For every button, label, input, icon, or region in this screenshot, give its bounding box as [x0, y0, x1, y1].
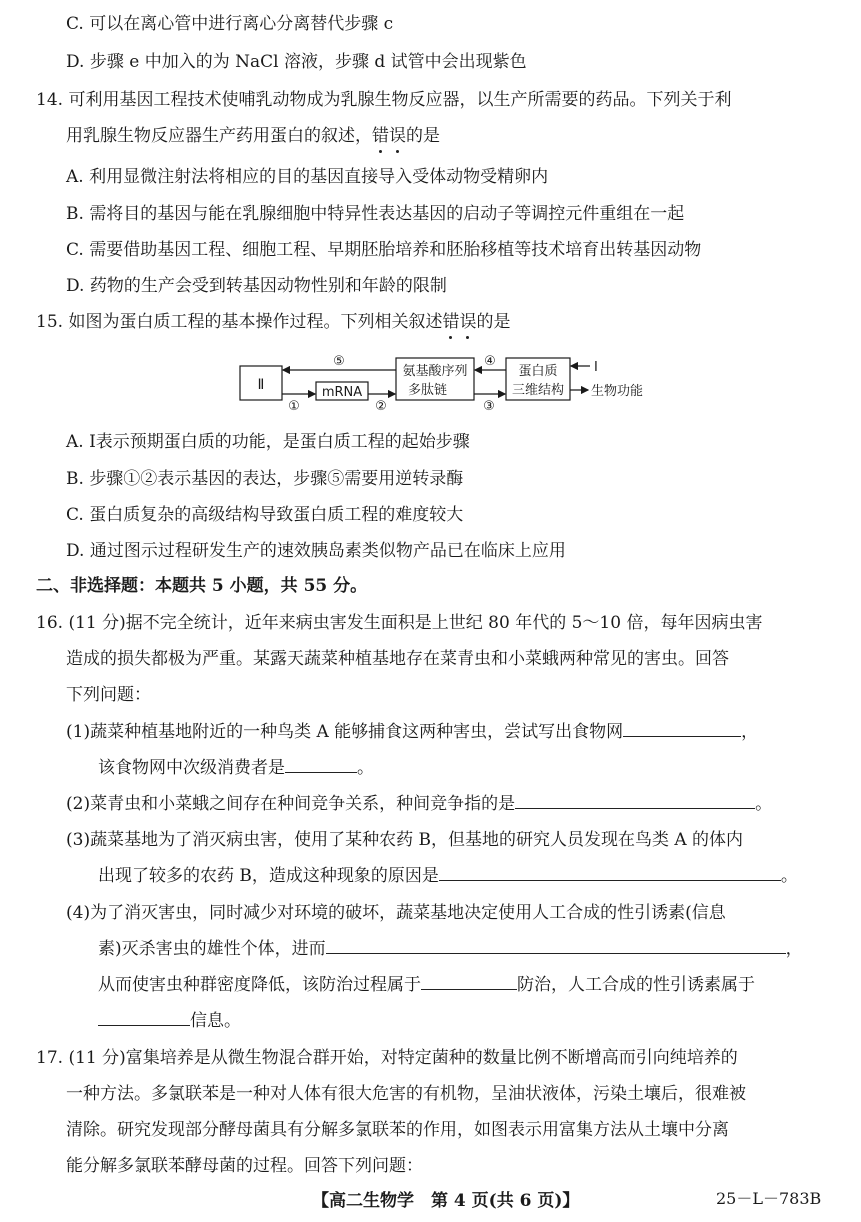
answer-blank[interactable]: [421, 973, 517, 990]
question-16-4-cont: 素)灭杀害虫的雄性个体，进而 ，: [98, 939, 803, 959]
option-14c: C. 需要借助基因工程、细胞工程、早期胚胎培养和胚胎移植等技术培育出转基因动物: [66, 240, 702, 260]
box-ii-label: Ⅱ: [257, 377, 265, 393]
label-i: I: [594, 360, 598, 375]
box-amino-acid-label-2: 多肽链: [408, 383, 448, 398]
question-15-stem: 15. 如图为蛋白质工程的基本操作过程。下列相关叙述错误的是: [36, 312, 511, 332]
question-17-stem-cont: 一种方法。多氯联苯是一种对人体有很大危害的有机物，呈油状液体，污染土壤后，很难被: [66, 1084, 746, 1104]
question-17-stem-cont3: 能分解多氯联苯酵母菌的过程。回答下列问题：: [66, 1156, 423, 1176]
question-16-3: (3)蔬菜基地为了消灭病虫害，使用了某种农药 B，但基地的研究人员发现在鸟类 A 的体内: [66, 830, 744, 850]
option-15a: A. Ⅰ表示预期蛋白质的功能，是蛋白质工程的起始步骤: [66, 432, 470, 452]
answer-blank[interactable]: [285, 756, 357, 773]
box-protein-label-1: 蛋白质: [518, 364, 558, 379]
question-16-stem-cont2: 下列问题：: [66, 685, 151, 705]
option-14d: D. 药物的生产会受到转基因动物性别和年龄的限制: [66, 276, 447, 296]
question-14-stem-cont: 用乳腺生物反应器生产药用蛋白的叙述，错误的是: [66, 126, 440, 146]
box-mrna-label: mRNA: [321, 385, 363, 400]
option-13d: D. 步骤 e 中加入的为 NaCl 溶液，步骤 d 试管中会出现紫色: [66, 52, 527, 72]
box-protein-label-2: 三维结构: [511, 383, 565, 398]
section-heading: 二、非选择题：本题共 5 小题，共 55 分。: [36, 576, 368, 596]
page-footer: 【高二生物学 第 4 页(共 6 页)】: [312, 1191, 580, 1211]
question-16-3-cont: 出现了较多的农药 B，造成这种现象的原因是 。: [98, 866, 798, 886]
question-16-4: (4)为了消灭害虫，同时减少对环境的破坏，蔬菜基地决定使用人工合成的性引诱素(信息: [66, 903, 726, 923]
option-15b: B. 步骤①②表示基因的表达，步骤⑤需要用逆转录酶: [66, 469, 464, 489]
box-protein: [506, 358, 570, 400]
option-15c: C. 蛋白质复杂的高级结构导致蛋白质工程的难度较大: [66, 505, 464, 525]
question-16-2: (2)菜青虫和小菜蛾之间存在种间竞争关系，种间竞争指的是 。: [66, 794, 773, 814]
question-16-stem: 16. (11 分)据不完全统计，近年来病虫害发生面积是上世纪 80 年代的 5～10 倍，每年因病虫害: [36, 613, 763, 633]
answer-blank[interactable]: [515, 792, 755, 809]
option-14b: B. 需将目的基因与能在乳腺细胞中特异性表达基因的启动子等调控元件重组在一起: [66, 204, 685, 224]
step2-label: ②: [375, 399, 387, 412]
question-16-4-cont2: 从而使害虫种群密度降低，该防治过程属于 防治，人工合成的性引诱素属于: [98, 975, 755, 995]
question-16-4-cont3: 信息。: [98, 1009, 241, 1033]
question-16-stem-cont: 造成的损失都极为严重。某露天蔬菜种植基地存在菜青虫和小菜蛾两种常见的害虫。回答: [66, 649, 729, 669]
step1-label: ①: [288, 399, 300, 412]
box-ii: [240, 366, 282, 400]
box-amino-acid-label-1: 氨基酸序列: [402, 364, 468, 379]
answer-blank[interactable]: [623, 720, 741, 737]
answer-blank[interactable]: [98, 1009, 190, 1026]
step5-label: ⑤: [333, 354, 345, 369]
protein-engineering-diagram: [236, 352, 660, 412]
step4-label: ④: [484, 354, 496, 369]
step3-label: ③: [483, 399, 495, 412]
question-16-1: (1)蔬菜种植基地附近的一种鸟类 A 能够捕食这两种害虫，尝试写出食物网 ，: [66, 722, 759, 742]
question-17-stem: 17. (11 分)富集培养是从微生物混合群开始，对特定菌种的数量比例不断增高而引向纯培养的: [36, 1048, 738, 1068]
answer-blank[interactable]: [326, 937, 786, 954]
question-14-stem: 14. 可利用基因工程技术使哺乳动物成为乳腺生物反应器，以生产所需要的药品。下列关于利: [36, 90, 732, 110]
label-function: 生物功能: [591, 384, 644, 399]
box-mrna: [316, 382, 368, 400]
option-13c: C. 可以在离心管中进行离心分离替代步骤 c: [66, 14, 394, 34]
question-16-1-cont: 该食物网中次级消费者是 。: [98, 758, 374, 778]
option-14a: A. 利用显微注射法将相应的目的基因直接导入受体动物受精卵内: [66, 167, 549, 187]
question-17-stem-cont2: 清除。研究发现部分酵母菌具有分解多氯联苯的作用，如图表示用富集方法从土壤中分离: [66, 1120, 729, 1140]
answer-blank[interactable]: [439, 864, 781, 881]
exam-code: 25－L－783B: [716, 1189, 822, 1208]
box-amino-acid: [396, 358, 474, 400]
option-15d: D. 通过图示过程研发生产的速效胰岛素类似物产品已在临床上应用: [66, 541, 566, 561]
